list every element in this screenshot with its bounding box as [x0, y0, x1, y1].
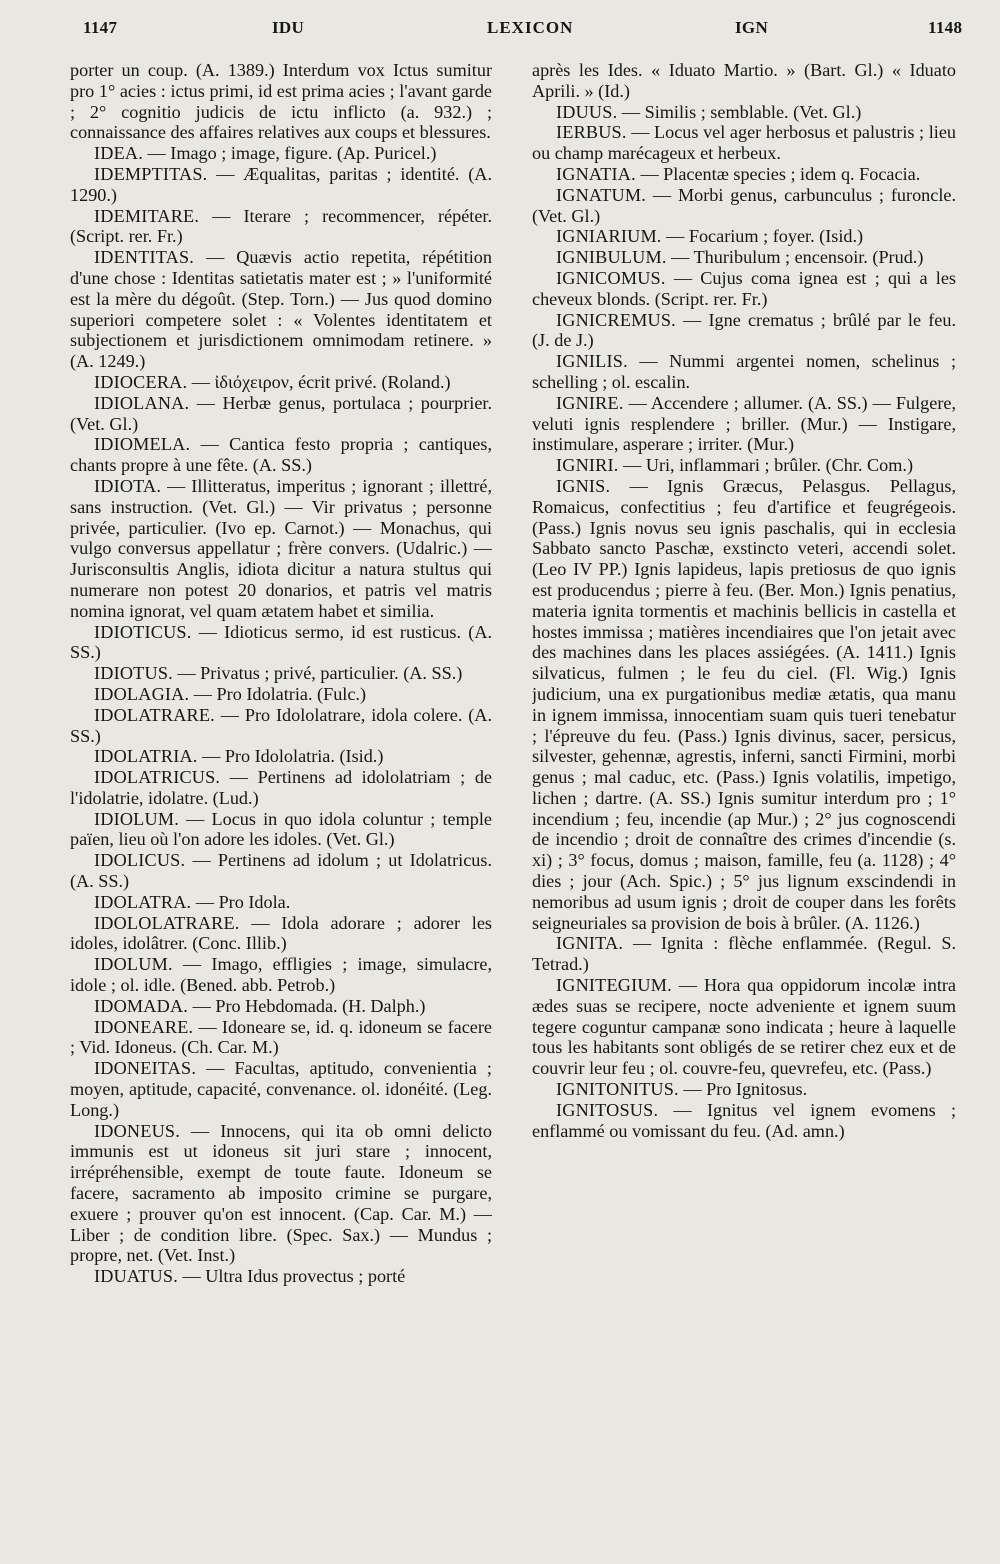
guide-word-right: IGN: [735, 18, 769, 37]
left-column: [70, 60, 492, 1550]
entry-headword: IERBUS.: [556, 122, 627, 143]
dictionary-entry: [70, 143, 492, 164]
entry-headword: IGNIS.: [556, 475, 611, 496]
dictionary-entry: [532, 185, 956, 227]
entry-definition: — Idioticus sermo, id est rusticus. (A. SS.): [70, 621, 492, 663]
entry-headword: IGNIRI.: [556, 455, 619, 476]
dictionary-entry: [532, 226, 956, 247]
entry-headword: IDIOMELA.: [94, 434, 191, 455]
entry-headword: IGNILIS.: [556, 351, 628, 372]
entry-definition: — Locus vel ager herbosus et palustris ; lieu ou champ marécageux et herbeux.: [532, 122, 956, 164]
entry-headword: IDIOTICUS.: [94, 621, 192, 642]
entry-headword: IDIOTA.: [94, 475, 162, 496]
entry-headword: IDEA.: [94, 143, 143, 164]
entry-definition: — ἰδιόχειρον, écrit privé. (Roland.): [187, 371, 451, 392]
entry-definition: — Hora qua oppidorum incolæ intra ædes suas se recipere, nocte adveniente et ignem suum tegere coguntur campanæ sono indicata ; heure à laquelle tous les habitants sont obligés de se retirer chez eux et de couvrir leur feu ; ol. couvre-feu, quevrefeu, etc. (Pass.): [532, 975, 956, 1079]
dictionary-entry: [70, 1058, 492, 1120]
entry-definition: — Accendere ; allumer. (A. SS.) — Fulgere, veluti ignis resplendere ; briller. (Mur.) — Instigare, instimulare, asperare ; irriter. (Mur.): [532, 392, 956, 455]
entry-definition: — Privatus ; privé, particulier. (A. SS.): [172, 663, 463, 684]
entry-headword: IDOMADA.: [94, 995, 189, 1016]
entry-headword: IDOLATRIA.: [94, 746, 198, 767]
entry-headword: IDOLICUS.: [94, 850, 186, 871]
dictionary-entry: [532, 268, 956, 310]
dictionary-entry: [532, 310, 956, 352]
dictionary-entry: [70, 393, 492, 435]
entry-definition: — Focarium ; foyer. (Isid.): [661, 226, 864, 247]
entry-headword: IDONEUS.: [94, 1120, 180, 1141]
entry-definition: — Pro Idola.: [191, 891, 291, 912]
dictionary-entry: [70, 434, 492, 476]
dictionary-entry: [532, 122, 956, 164]
entry-definition: — Pro Ignitosus.: [678, 1079, 808, 1100]
right-column: [532, 60, 956, 1550]
dictionary-entry: [532, 102, 956, 123]
entry-headword: IDUATUS.: [94, 1266, 178, 1287]
entry-headword: IDOLOLATRARE.: [94, 912, 240, 933]
entry-headword: IDENTITAS.: [94, 247, 195, 268]
entry-headword: IDIOCERA.: [94, 371, 188, 392]
dictionary-entry: [532, 1079, 956, 1100]
page-number-left: 1147: [83, 18, 118, 37]
dictionary-entry: [70, 247, 492, 372]
entry-definition: — Iterare ; recommencer, répéter. (Script. rer. Fr.): [70, 205, 492, 247]
entry-definition: — Idoneare se, id. q. idoneum se facere ; Vid. Idoneus. (Ch. Car. M.): [70, 1016, 492, 1058]
dictionary-entry: [70, 1121, 492, 1267]
entry-definition: — Uri, inflammari ; brûler. (Chr. Com.): [618, 455, 914, 476]
running-title: LEXICON: [487, 18, 574, 37]
entry-definition: — Thuribulum ; encensoir. (Prud.): [666, 247, 924, 268]
dictionary-entry: [70, 476, 492, 622]
entry-headword: IDEMPTITAS.: [94, 163, 208, 184]
entry-headword: IDOLUM.: [94, 954, 173, 975]
dictionary-entry: [532, 351, 956, 393]
entry-definition: — Similis ; semblable. (Vet. Gl.): [617, 101, 862, 122]
dictionary-entry: [70, 850, 492, 892]
entry-headword: IDOLATRARE.: [94, 704, 215, 725]
entry-headword: IGNATUM.: [556, 184, 647, 205]
dictionary-entry: [70, 1266, 492, 1287]
entry-definition: — Ignitus vel ignem evomens ; enflammé ou vomissant du feu. (Ad. amn.): [532, 1099, 956, 1141]
dictionary-entry: [70, 954, 492, 996]
entry-definition: — Pertinens ad idololatriam ; de l'idolatrie, idolatre. (Lud.): [70, 767, 492, 808]
dictionary-entry: [70, 767, 492, 809]
entry-definition: — Placentæ species ; idem q. Focacia.: [635, 163, 921, 184]
dictionary-entry: [70, 684, 492, 705]
entry-definition: — Illitteratus, imperitus ; ignorant ; illettré, sans instruction. (Vet. Gl.) — Vir privatus ; personne privée, particulier. (Ivo ep. Carnot.) — Monachus, qui vulgo conversus appellatur ; frère convers. (Udalric.) — Jurisconsultis Anglis, idiota dicitur a natura stultus qui numerare non potest 20 donarios, et patris vel matris nomina ignorat, vel quam ætatem habet et similia.: [70, 475, 492, 621]
entry-headword: IGNITOSUS.: [556, 1099, 659, 1120]
entry-headword: IDOLAGIA.: [94, 683, 190, 704]
dictionary-entry: [70, 164, 492, 206]
entry-headword: IDOLATRA.: [94, 891, 192, 912]
dictionary-entry: [532, 247, 956, 268]
entry-headword: IDIOTUS.: [94, 663, 173, 684]
dictionary-entry: [70, 913, 492, 955]
entry-definition: — Cujus coma ignea est ; qui a les cheveux blonds. (Script. rer. Fr.): [532, 267, 956, 309]
dictionary-entry: [70, 892, 492, 913]
dictionary-entry: [70, 809, 492, 851]
entry-definition: — Imago ; image, figure. (Ap. Puricel.): [142, 143, 437, 164]
entry-definition: — Pertinens ad idolum ; ut Idolatricus. (A. SS.): [70, 850, 492, 892]
entry-definition: — Pro Idolatria. (Fulc.): [189, 683, 367, 704]
dictionary-entry: [70, 663, 492, 684]
entry-headword: IGNITA.: [556, 933, 624, 954]
entry-headword: IGNICOMUS.: [556, 267, 666, 288]
dictionary-entry: [70, 705, 492, 747]
dictionary-entry: [532, 164, 956, 185]
entry-headword: IDEMITARE.: [94, 205, 200, 226]
dictionary-entry: [532, 60, 956, 102]
entry-headword: IGNIBULUM.: [556, 247, 667, 268]
dictionary-entry: [532, 476, 956, 934]
entry-definition: — Pro Hebdomada. (H. Dalph.): [188, 995, 426, 1016]
entry-headword: IDONEITAS.: [94, 1058, 197, 1079]
entry-definition: — Ignita : flèche enflammée. (Regul. S. Tetrad.): [532, 933, 956, 975]
entry-headword: IGNICREMUS.: [556, 309, 676, 330]
page-number-right: 1148: [928, 18, 963, 37]
entry-headword: IGNITEGIUM.: [556, 975, 672, 996]
entry-definition: porter un coup. (A. 1389.) Interdum vox Ictus sumitur pro 1° acies : ictus primi, id est prima acies ; l'avant garde ; 2° cognitio judicis de ictu inflicto (a. 932.) ; connaissance des affaires relatives aux coups et blessures.: [70, 60, 492, 143]
entry-definition: — Imago, effligies ; image, simulacre, idole ; ol. idle. (Bened. abb. Petrob.): [70, 954, 492, 996]
dictionary-entry: [70, 746, 492, 767]
entry-definition: — Herbæ genus, portulaca ; pourprier. (Vet. Gl.): [70, 392, 492, 434]
entry-definition: — Æqualitas, paritas ; identité. (A. 1290.): [70, 163, 492, 205]
entry-definition: — Igne crematus ; brûlé par le feu. (J. de J.): [532, 309, 956, 351]
entry-headword: IGNIRE.: [556, 392, 624, 413]
entry-definition: — Facultas, aptitudo, convenientia ; moyen, aptitude, capacité, convenance. ol. idonéité. (Leg. Long.): [70, 1058, 492, 1120]
entry-definition: — Idola adorare ; adorer les idoles, idolâtrer. (Conc. Illib.): [70, 912, 492, 954]
entry-definition: — Nummi argentei nomen, schelinus ; schelling ; ol. escalin.: [532, 351, 956, 392]
entry-headword: IDOLATRICUS.: [94, 767, 221, 788]
entry-definition: — Cantica festo propria ; cantiques, chants propre à une fête. (A. SS.): [70, 434, 492, 476]
entry-definition: — Pro Idololatrare, idola colere. (A. SS.): [70, 704, 492, 746]
entry-headword: IGNIARIUM.: [556, 226, 662, 247]
dictionary-entry: [70, 372, 492, 393]
entry-headword: IDIOLUM.: [94, 808, 179, 829]
entry-definition: — Innocens, qui ita ob omni delicto immunis est ut idoneus sit juri stare ; innocent, irrépréhensible, exempt de toute faute. Idoneum se facere, sacramento ab imposito crimine se purgare, exuere ; prouver qu'on est innocent. (Cap. Car. M.) — Liber ; de condition libre. (Spec. Sax.) — Mundus ; propre, net. (Vet. Inst.): [70, 1120, 492, 1266]
dictionary-entry: [70, 1017, 492, 1059]
dictionary-entry: [532, 455, 956, 476]
entry-definition: après les Ides. « Iduato Martio. » (Bart. Gl.) « Iduato Aprili. » (Id.): [532, 60, 956, 101]
entry-headword: IGNITONITUS.: [556, 1079, 679, 1100]
dictionary-entry: [532, 975, 956, 1079]
entry-definition: — Ignis Græcus, Pelasgus. Pellagus, Romaicus, confectitius ; feu d'artifice et feugrégeois. (Pass.) Ignis novus seu ignis paschalis, qui in ecclesia Sabbato sancto Paschæ, exstincto veteri, accendi solet. (Leo IV PP.) Ignis lapideus, lapis pretiosus de quo ignis est producendus ; pierre à feu. (Ber. Mon.) Ignis penatius, materia ignita tormentis et machinis bellicis in castella et hostes immissa ; matières incendiaires que l'on jetait avec des machines dans les places assiégées. (A. 1411.) Ignis silvaticus, fulmen ; le feu du ciel. (Fl. Wig.) Ignis judicium, una ex purgationibus mediæ ætatis, qua manu in ignem immissa, innocentiam suam quis tueri tenebatur ; l'épreuve du feu. (Pass.) Ignis divinus, sacer, persicus, silvester, gehennæ, agrestis, inferni, sancti Firmini, morbi genus ; mal caduc, etc. (Pass.) Ignis volatilis, impetigo, lichen ; dartre. (A. SS.) Ignis sumitur interdum pro ; 1° incendium ; feu, incendie (ap Mur.) ; 2° jus cognoscendi de incendio ; droit de connaître des crimes d'incendie (s. xi) ; 3° focus, domus ; maison, famille, feu (a. 1128) ; 4° dies ; jour (Ach. Spic.) ; 5° jus lignum exscindendi in nemoribus ad usum ignis ; droit de couper dans les forêts seigneuriales sa provision de bois à brûler. (A. 1126.): [532, 475, 956, 933]
entry-definition: — Quævis actio repetita, répétition d'une chose : Identitas satietatis mater est ; » l'uniformité est la mère du dégoût. (Step. Torn.) — Jus quod domino superiori competere solet : « Volentes identitatem et subjectionem et jurisdictionem omnimodam retinere. » (A. 1249.): [70, 247, 492, 372]
entry-definition: — Locus in quo idola coluntur ; temple païen, lieu où l'on adore les idoles. (Vet. Gl.): [70, 808, 492, 850]
dictionary-entry: [70, 206, 492, 248]
entry-definition: — Ultra Idus provectus ; porté: [177, 1266, 406, 1287]
entry-definition: — Morbi genus, carbunculus ; furoncle. (Vet. Gl.): [532, 184, 956, 226]
dictionary-entry: [70, 60, 492, 143]
dictionary-entry: [532, 933, 956, 975]
dictionary-entry: [532, 1100, 956, 1142]
dictionary-entry: [532, 393, 956, 455]
dictionary-entry: [70, 622, 492, 664]
entry-headword: IDONEARE.: [94, 1016, 194, 1037]
entry-headword: IDUUS.: [556, 101, 618, 122]
dictionary-entry: [70, 996, 492, 1017]
entry-headword: IGNATIA.: [556, 163, 636, 184]
entry-headword: IDIOLANA.: [94, 392, 190, 413]
entry-definition: — Pro Idololatria. (Isid.): [197, 746, 384, 767]
guide-word-left: IDU: [272, 18, 305, 37]
